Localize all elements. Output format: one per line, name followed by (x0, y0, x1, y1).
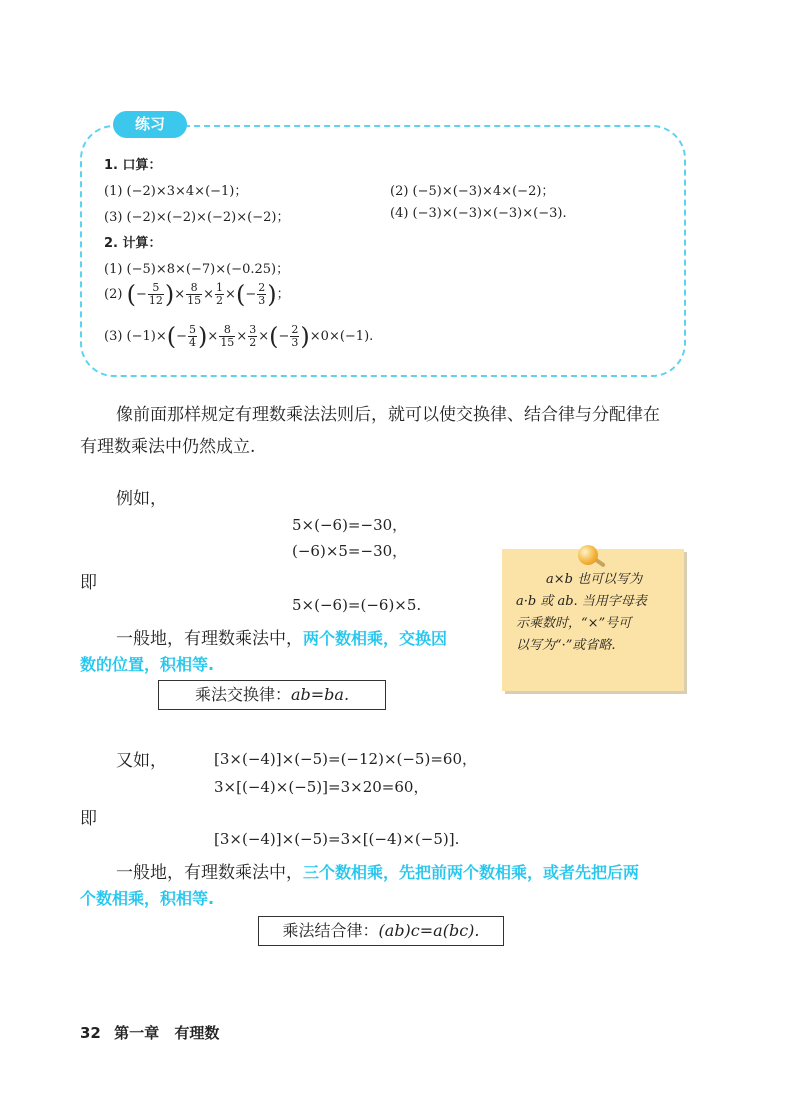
associative-highlight-1: 三个数相乘，先把前两个数相乘，或者先把后两 (303, 863, 640, 882)
example2-eq1: [3×(−4)]×(−5)=(−12)×(−5)=60， (214, 750, 477, 768)
intro-line-2: 有理数乘法中仍然成立. (80, 437, 256, 457)
associative-highlight-2: 个数相乘，积相等. (80, 889, 215, 908)
q1-item-4: (4) (−3)×(−3)×(−3)×(−3). (390, 206, 567, 221)
note-line: 示乘数时，“×”号可 (516, 616, 632, 631)
example1-eq3: 5×(−6)=(−6)×5. (292, 596, 422, 614)
commutative-highlight-1: 两个数相乘，交换因 (303, 629, 448, 648)
page-number: 32 (80, 1024, 101, 1042)
commutative-law-box (158, 680, 386, 710)
fraction: $\frac{8}{15}$ (220, 323, 235, 349)
associative-law-box (258, 916, 504, 946)
fraction: $\frac{5}{4}$ (189, 323, 197, 349)
example1-eq2: (−6)×5=−30， (292, 542, 408, 560)
q2-item-3: (3) (−1)×(− $\frac{5}{4}$ )× $\frac{8}{15}$ × $\frac{3}{2}$ ×(− $\frac{2}{3}$ )×0×(−1). (104, 322, 374, 351)
q1-item-2: (2) (−5)×(−3)×4×(−2)； (390, 184, 555, 199)
pushpin-icon (578, 545, 598, 565)
example2-label: 又如， (116, 751, 167, 771)
associative-law-formula: (ab)c=a(bc). (378, 921, 480, 940)
example1-ji: 即 (80, 573, 97, 593)
fraction: $\frac{2}{3}$ (258, 281, 266, 307)
fraction: $\frac{3}{2}$ (249, 323, 257, 349)
note-line: 以写为“·”或省略. (516, 638, 616, 653)
minus-sign: − (135, 287, 147, 302)
fraction: $\frac{1}{2}$ (216, 281, 224, 307)
fraction: $\frac{8}{15}$ (187, 281, 202, 307)
associative-text-1: 一般地，有理数乘法中，三个数相乘，先把前两个数相乘，或者先把后两 (116, 863, 640, 883)
chapter-title: 有理数 (174, 1024, 220, 1042)
side-note (502, 549, 684, 691)
intro-line-1: 像前面那样规定有理数乘法法则后，就可以使交换律、结合律与分配律在 (116, 405, 660, 425)
example2-eq2: 3×[(−4)×(−5)]=3×20=60， (214, 778, 429, 796)
q1-item-1: (1) (−2)×3×4×(−1)； (104, 184, 248, 199)
associative-law-label: 乘法结合律： (282, 921, 379, 940)
q2-title: 2. 计算： (104, 236, 162, 251)
note-line: a·b 或 ab. 当用字母表 (516, 594, 647, 609)
page-footer (80, 1022, 219, 1043)
q2-item-2: (2) (− $\frac{5}{12}$ )× $\frac{8}{15}$ × $\frac{1}{2}$ ×(− $\frac{2}{3}$ )； (104, 280, 290, 309)
fraction: $\frac{5}{12}$ (148, 281, 163, 307)
q2-item-2-label: (2) (104, 287, 123, 302)
commutative-law-label: 乘法交换律： (194, 685, 291, 704)
example1-label: 例如， (116, 489, 167, 509)
commutative-law-formula: ab=ba. (290, 685, 350, 704)
example1-eq1: 5×(−6)=−30， (292, 516, 408, 534)
example2-ji: 即 (80, 809, 97, 829)
commutative-highlight-2: 数的位置，积相等. (80, 655, 215, 674)
q2-item-3-label: (3) (−1)× (104, 329, 167, 344)
commutative-text-1: 一般地，有理数乘法中，两个数相乘，交换因 (116, 629, 448, 649)
chapter-label: 第一章 (114, 1024, 160, 1042)
fraction: $\frac{2}{3}$ (291, 323, 299, 349)
practice-tag: 练习 (113, 111, 187, 138)
q1-item-3: (3) (−2)×(−2)×(−2)×(−2)； (104, 210, 290, 225)
q2-item-1: (1) (−5)×8×(−7)×(−0.25)； (104, 262, 290, 277)
note-line: a×b 也可以写为 (546, 572, 643, 587)
q1-title: 1. 口算： (104, 158, 162, 173)
example2-eq3: [3×(−4)]×(−5)=3×[(−4)×(−5)]. (214, 830, 460, 848)
